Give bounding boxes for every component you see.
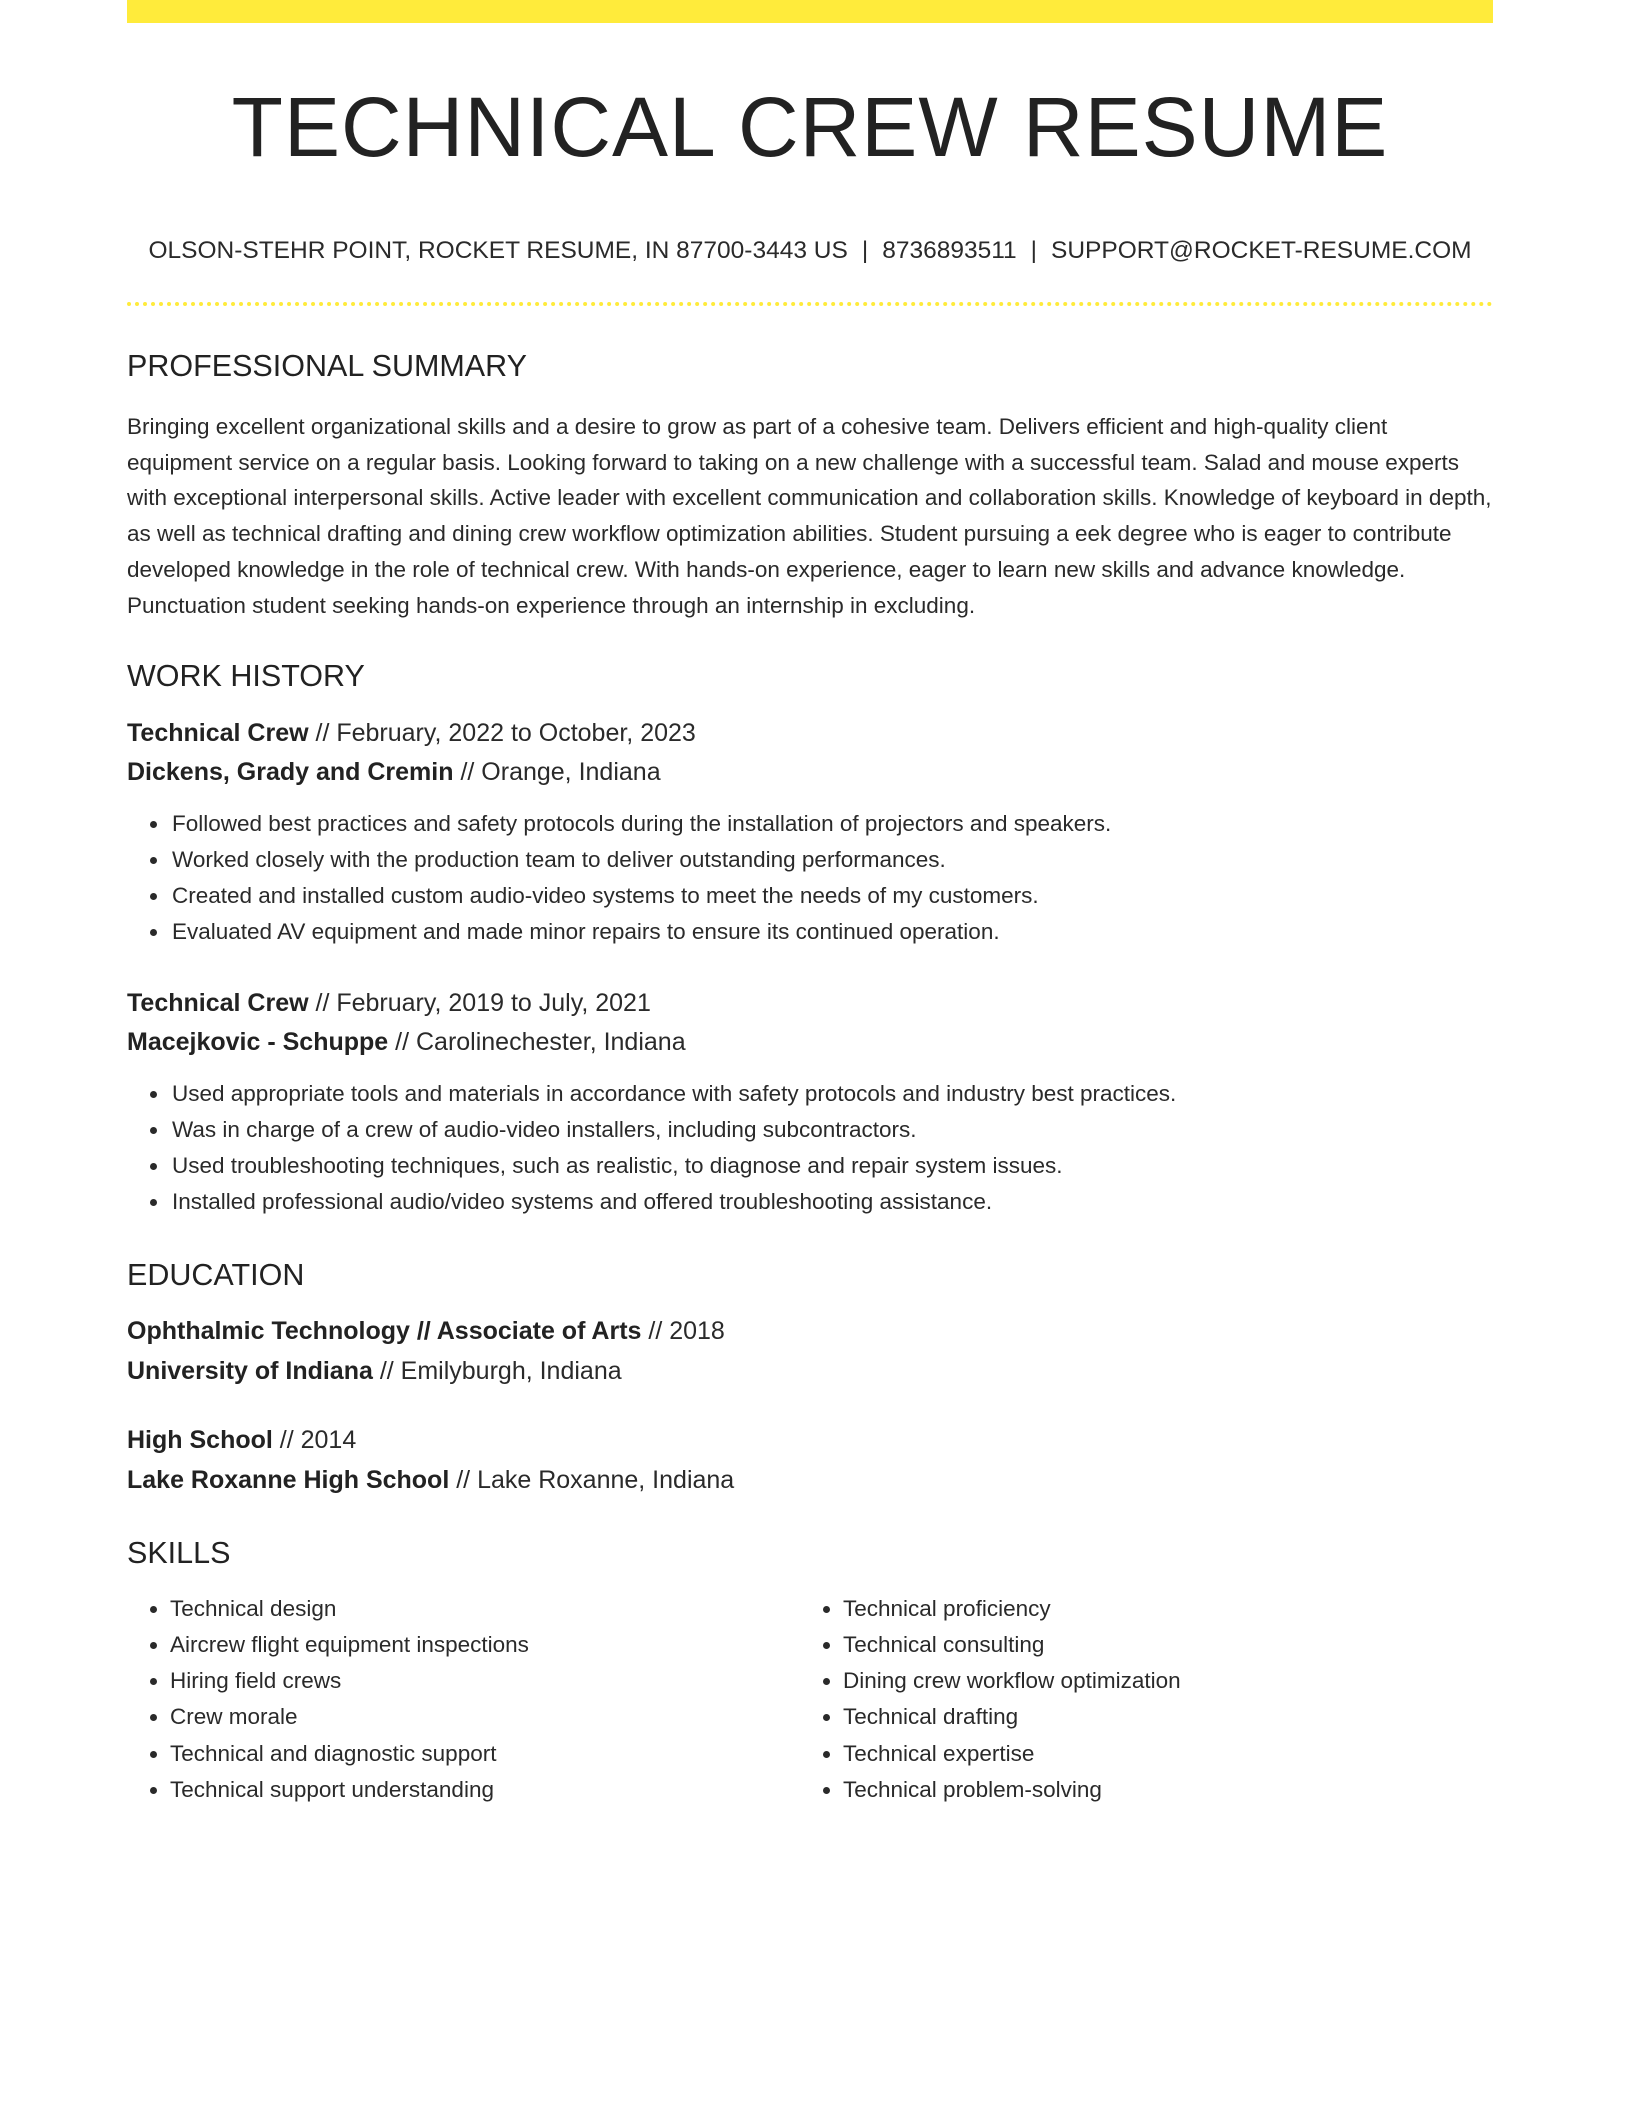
summary-text: Bringing excellent organizational skills and a desire to grow as part of a cohesive team. Delivers efficient and high-quality client equipment service on a regular basis. Looking forward to taking on a new challenge with a successful team. Salad and mouse experts with exceptional interpersonal skills. Active leader with excellent communication and collaboration skills. Knowledge of keyboard in depth, as well as technical drafting and dining crew workflow optimization abilities. Student pursuing a eek degree who is eager to contribute developed knowledge in the role of technical crew. With hands-on experience, eager to learn new skills and advance knowledge. Punctuation student seeking hands-on experience through an internship in excluding.	[127, 414, 1492, 618]
job-company: Dickens, Grady and Cremin	[127, 758, 454, 787]
education-location: // Emilyburgh, Indiana	[372, 1356, 622, 1385]
job-bullet: • Installed professional audio/video systems and offered troubleshooting assistance.	[170, 1184, 1493, 1220]
job-bullet: • Followed best practices and safety protocols during the installation of projectors and speakers.	[170, 806, 1493, 842]
skills-left-column	[127, 1591, 800, 1808]
resume-page	[127, 0, 1493, 1808]
skill-item: • Technical proficiency	[843, 1591, 1493, 1627]
job-location: // Carolinechester, Indiana	[388, 1028, 686, 1057]
job-position: Technical Crew	[127, 988, 309, 1017]
summary-heading: PROFESSIONAL SUMMARY	[127, 348, 527, 383]
education-school: Lake Roxanne High School	[127, 1465, 450, 1494]
skill-item: • Dining crew workflow optimization	[843, 1663, 1493, 1699]
education-school-line	[127, 1461, 1493, 1501]
job-entry	[127, 984, 1493, 1220]
skill-item: • Hiring field crews	[170, 1663, 800, 1699]
job-title-line	[127, 984, 1493, 1024]
education-school: University of Indiana	[127, 1356, 373, 1385]
education-degree: High School	[127, 1426, 273, 1455]
skill-item: • Aircrew flight equipment inspections	[170, 1627, 800, 1663]
education-school-line	[127, 1352, 1493, 1392]
job-bullet: • Worked closely with the production team to deliver outstanding performances.	[170, 842, 1493, 878]
education-entry	[127, 1312, 1493, 1391]
education-location: // Lake Roxanne, Indiana	[449, 1465, 735, 1494]
skill-item: • Technical and diagnostic support	[170, 1736, 800, 1772]
job-bullets	[127, 806, 1493, 950]
skill-item: • Technical design	[170, 1591, 800, 1627]
skills-heading: SKILLS	[127, 1536, 231, 1571]
job-title-line	[127, 714, 1493, 754]
work-history-heading: WORK HISTORY	[127, 659, 365, 694]
job-bullet: • Used troubleshooting techniques, such as realistic, to diagnose and repair system issues.	[170, 1148, 1493, 1184]
education-year: // 2014	[272, 1426, 357, 1455]
contact-separator: |	[1030, 237, 1038, 264]
job-bullets	[127, 1076, 1493, 1220]
skills-right-column	[800, 1591, 1493, 1808]
contact-phone: 8736893511	[882, 237, 1017, 264]
accent-top-bar	[127, 0, 1493, 23]
job-company: Macejkovic - Schuppe	[127, 1028, 389, 1057]
job-entry	[127, 714, 1493, 950]
skills-grid	[127, 1591, 1493, 1808]
skill-item: • Technical drafting	[843, 1699, 1493, 1735]
job-dates: // February, 2022 to October, 2023	[308, 718, 696, 747]
resume-title: TECHNICAL CREW RESUME	[231, 80, 1389, 174]
education-degree: Ophthalmic Technology // Associate of Arts	[127, 1317, 642, 1346]
job-location: // Orange, Indiana	[453, 758, 661, 787]
education-degree-line	[127, 1312, 1493, 1352]
education-degree-line	[127, 1421, 1493, 1461]
skill-item: • Technical problem-solving	[843, 1772, 1493, 1808]
education-year: // 2018	[641, 1317, 725, 1346]
job-company-line	[127, 753, 1493, 793]
dotted-divider	[127, 302, 1493, 306]
education-entry	[127, 1421, 1493, 1500]
education-heading: EDUCATION	[127, 1257, 305, 1292]
skill-item: • Technical consulting	[843, 1627, 1493, 1663]
contact-email: SUPPORT@ROCKET-RESUME.COM	[1051, 237, 1472, 264]
job-dates: // February, 2019 to July, 2021	[308, 988, 651, 1017]
skill-item: • Crew morale	[170, 1699, 800, 1735]
job-bullet: • Was in charge of a crew of audio-video installers, including subcontractors.	[170, 1112, 1493, 1148]
job-bullet: • Created and installed custom audio-video systems to meet the needs of my customers.	[170, 878, 1493, 914]
contact-separator: |	[861, 237, 869, 264]
contact-address: OLSON-STEHR POINT, ROCKET RESUME, IN 87700-3443 US	[148, 237, 848, 264]
job-company-line	[127, 1023, 1493, 1063]
skill-item: • Technical expertise	[843, 1736, 1493, 1772]
contact-line	[127, 239, 1493, 264]
job-bullet: • Used appropriate tools and materials in accordance with safety protocols and industry best practices.	[170, 1076, 1493, 1112]
job-position: Technical Crew	[127, 718, 309, 747]
job-bullet: • Evaluated AV equipment and made minor repairs to ensure its continued operation.	[170, 914, 1493, 950]
skill-item: • Technical support understanding	[170, 1772, 800, 1808]
